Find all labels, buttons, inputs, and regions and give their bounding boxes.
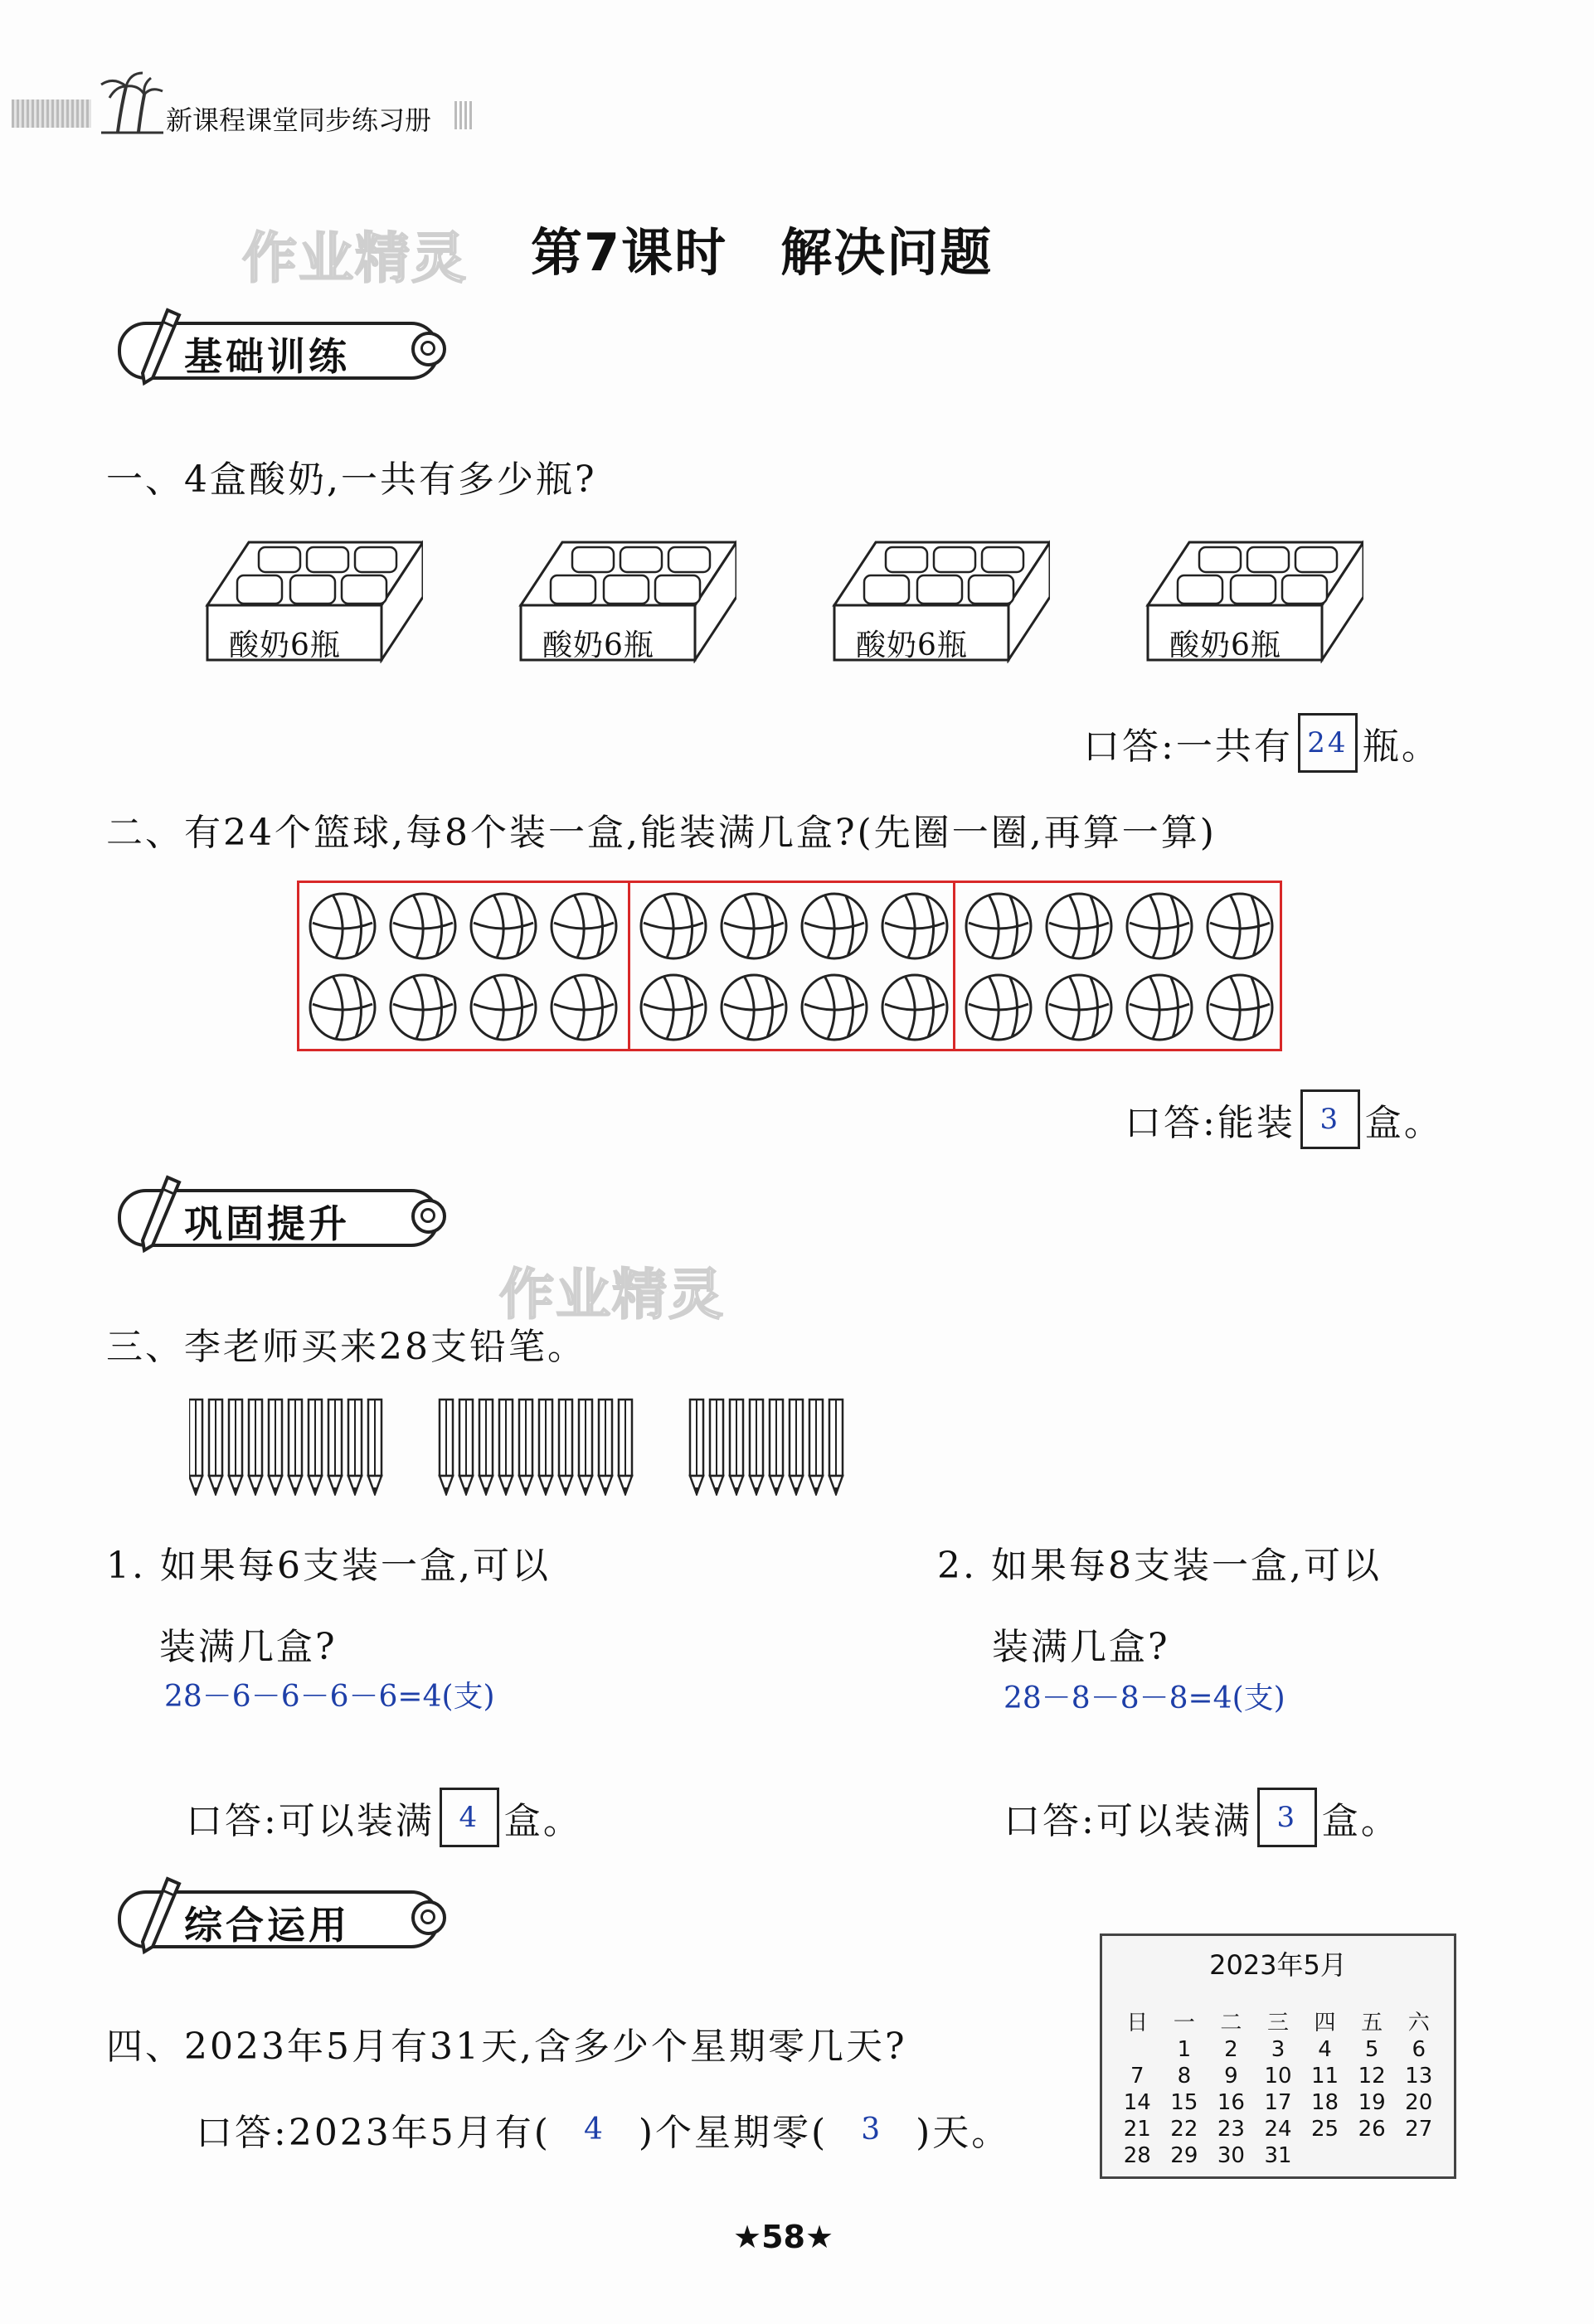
pencil-icon	[499, 1400, 513, 1494]
pencil-icon	[309, 1400, 322, 1494]
answer-box[interactable]: 4	[440, 1788, 499, 1847]
yogurt-crate: 酸奶6瓶	[1140, 539, 1363, 663]
basketball-group	[297, 881, 1282, 1051]
basketball-circle-group	[299, 883, 628, 1049]
answer-3-1: 口答:可以装满 4 盒。	[186, 1788, 582, 1847]
answer-weeks[interactable]: 4	[583, 2112, 605, 2147]
basketball-icon	[469, 891, 538, 961]
calendar-day: 16	[1217, 2090, 1245, 2115]
watermark: 作业精灵	[499, 1263, 725, 1327]
pencil-icon	[519, 1400, 532, 1494]
calendar-day: 20	[1405, 2090, 1433, 2115]
work-3-2: 28－8－8－8=4(支)	[1004, 1681, 1285, 1715]
pencil-icon	[459, 1400, 473, 1494]
lesson-title: 第7课时 解决问题	[531, 222, 994, 283]
answer-2: 口答:能装 3 盒。	[1125, 1089, 1443, 1149]
yogurt-crate: 酸奶6瓶	[513, 539, 736, 663]
basketball-icon	[308, 973, 377, 1042]
section-apply	[103, 1875, 451, 1952]
pencil-icon	[249, 1400, 262, 1494]
calendar-day	[1395, 2143, 1442, 2168]
basketball-icon	[1125, 891, 1194, 961]
calendar-day: 11	[1311, 2064, 1339, 2089]
pencil-icon	[599, 1400, 612, 1494]
calendar-weekday: 二	[1220, 2011, 1242, 2035]
calendar-day: 9	[1224, 2064, 1238, 2089]
calendar-day: 14	[1123, 2090, 1151, 2115]
basketball-icon	[308, 891, 377, 961]
pencil-icon	[559, 1400, 572, 1494]
calendar-day	[1349, 2143, 1396, 2168]
basketball-icon	[1205, 891, 1275, 961]
question-3: 三、李老师买来28支铅笔。	[106, 1326, 586, 1368]
calendar-day: 6	[1412, 2037, 1426, 2062]
question-3-2-line2: 装满几盒?	[992, 1626, 1170, 1668]
basketball-icon	[799, 891, 869, 961]
calendar-weekday: 五	[1361, 2011, 1383, 2035]
pencil-icon	[539, 1400, 552, 1494]
answer-box[interactable]: 3	[1300, 1089, 1360, 1149]
calendar	[1100, 1933, 1456, 2179]
pencil-icon	[128, 1875, 186, 1958]
pencil-icon	[809, 1400, 823, 1494]
palm-tree-icon	[93, 61, 168, 136]
answer-4: 口答:2023年5月有( 4 )个星期零( 3 )天。	[196, 2112, 1011, 2154]
answer-days[interactable]: 3	[861, 2112, 883, 2147]
question-3-2-line1: 2. 如果每8支装一盒,可以	[937, 1545, 1382, 1587]
basketball-icon	[549, 891, 619, 961]
watermark: 作业精灵	[242, 226, 468, 290]
answer-box[interactable]: 24	[1298, 713, 1358, 773]
book-title: 新课程课堂同步练习册	[166, 104, 432, 136]
basketball-icon	[1125, 973, 1194, 1042]
calendar-weekday: 四	[1314, 2011, 1336, 2035]
basketball-icon	[719, 973, 789, 1042]
calendar-day	[1301, 2143, 1349, 2168]
pencil-icon	[690, 1400, 703, 1494]
section-basic	[103, 307, 451, 383]
calendar-weekday: 六	[1407, 2011, 1430, 2035]
pencil-icon	[619, 1400, 632, 1494]
pencil-icon	[348, 1400, 362, 1494]
basketball-icon	[639, 973, 708, 1042]
page-number: ★58★	[733, 2219, 834, 2255]
pencil-icon	[750, 1400, 763, 1494]
pencil-icon	[440, 1400, 453, 1494]
header-decoration	[12, 99, 91, 128]
calendar-day: 19	[1358, 2090, 1386, 2115]
calendar-day: 26	[1358, 2117, 1386, 2142]
basketball-icon	[799, 973, 869, 1042]
calendar-day: 31	[1264, 2143, 1292, 2168]
basketball-icon	[469, 973, 538, 1042]
basketball-icon	[549, 973, 619, 1042]
calendar-day: 21	[1123, 2117, 1151, 2142]
calendar-day: 22	[1170, 2117, 1198, 2142]
calendar-day: 23	[1217, 2117, 1245, 2142]
basketball-icon	[719, 891, 789, 961]
pencil-icon	[770, 1400, 783, 1494]
pencil-icon	[730, 1400, 743, 1494]
calendar-day: 5	[1364, 2037, 1379, 2062]
pencil-icon	[328, 1400, 342, 1494]
calendar-day: 2	[1224, 2037, 1238, 2062]
pencil-icon	[479, 1400, 493, 1494]
pencil-icon	[229, 1400, 242, 1494]
basketball-icon	[1044, 891, 1114, 961]
calendar-day: 24	[1264, 2117, 1292, 2142]
calendar-day: 27	[1405, 2117, 1433, 2142]
pencil-icon	[128, 307, 186, 390]
basketball-icon	[964, 891, 1033, 961]
section-label: 综合运用	[184, 1903, 350, 1948]
section-label: 巩固提升	[184, 1201, 350, 1246]
question-2: 二、有24个篮球,每8个装一盒,能装满几盒?(先圈一圈,再算一算)	[106, 812, 1217, 854]
pencil-icon	[269, 1400, 282, 1494]
calendar-day: 1	[1177, 2037, 1192, 2062]
basketball-icon	[964, 973, 1033, 1042]
calendar-day: 25	[1311, 2117, 1339, 2142]
basketball-circle-group	[628, 883, 955, 1049]
question-4: 四、2023年5月有31天,含多少个星期零几天?	[106, 2026, 907, 2068]
calendar-weekday: 一	[1173, 2011, 1195, 2035]
calendar-day: 13	[1405, 2064, 1433, 2089]
answer-1: 口答:一共有 24 瓶。	[1083, 713, 1441, 773]
pencil-icon	[189, 1400, 202, 1494]
calendar-day: 10	[1264, 2064, 1292, 2089]
basketball-icon	[639, 891, 708, 961]
calendar-day: 4	[1318, 2037, 1332, 2062]
calendar-day: 7	[1130, 2064, 1144, 2089]
basketball-circle-group	[953, 883, 1282, 1049]
answer-3-2: 口答:可以装满 3 盒。	[1004, 1788, 1400, 1847]
calendar-grid	[1114, 2011, 1442, 2168]
calendar-day	[1114, 2037, 1161, 2062]
calendar-day: 8	[1177, 2064, 1192, 2089]
pencil-icon	[368, 1400, 381, 1494]
calendar-day: 15	[1170, 2090, 1198, 2115]
work-3-1: 28－6－6－6－6=4(支)	[164, 1680, 495, 1714]
calendar-day: 29	[1170, 2143, 1198, 2168]
pencil-icon	[790, 1400, 803, 1494]
basketball-icon	[1205, 973, 1275, 1042]
calendar-day: 12	[1358, 2064, 1386, 2089]
basketball-icon	[880, 973, 950, 1042]
pencil-icon	[289, 1400, 302, 1494]
question-3-1-line1: 1. 如果每6支装一盒,可以	[106, 1545, 551, 1587]
basketball-icon	[388, 891, 458, 961]
question-3-1-line2: 装满几盒?	[159, 1626, 338, 1668]
pencils-illustration	[189, 1398, 877, 1496]
pencil-icon	[128, 1174, 186, 1257]
section-label: 基础训练	[184, 334, 350, 379]
header-decoration-right	[454, 101, 473, 129]
section-consolidate	[103, 1174, 451, 1250]
pencil-icon	[829, 1400, 843, 1494]
calendar-day: 3	[1271, 2037, 1285, 2062]
yogurt-crate: 酸奶6瓶	[199, 539, 423, 663]
calendar-day: 17	[1264, 2090, 1292, 2115]
yogurt-crate: 酸奶6瓶	[826, 539, 1050, 663]
pencil-icon	[710, 1400, 723, 1494]
basketball-icon	[1044, 973, 1114, 1042]
calendar-day: 18	[1311, 2090, 1339, 2115]
basketball-icon	[388, 973, 458, 1042]
basketball-icon	[880, 891, 950, 961]
answer-box[interactable]: 3	[1257, 1788, 1317, 1847]
calendar-weekday: 三	[1266, 2011, 1289, 2035]
question-1: 一、4盒酸奶,一共有多少瓶?	[106, 458, 597, 501]
calendar-day: 28	[1123, 2143, 1151, 2168]
calendar-title: 2023年5月	[1209, 1949, 1347, 1981]
calendar-day: 30	[1217, 2143, 1245, 2168]
pencil-icon	[579, 1400, 592, 1494]
pencil-icon	[209, 1400, 222, 1494]
calendar-weekday: 日	[1126, 2011, 1149, 2035]
